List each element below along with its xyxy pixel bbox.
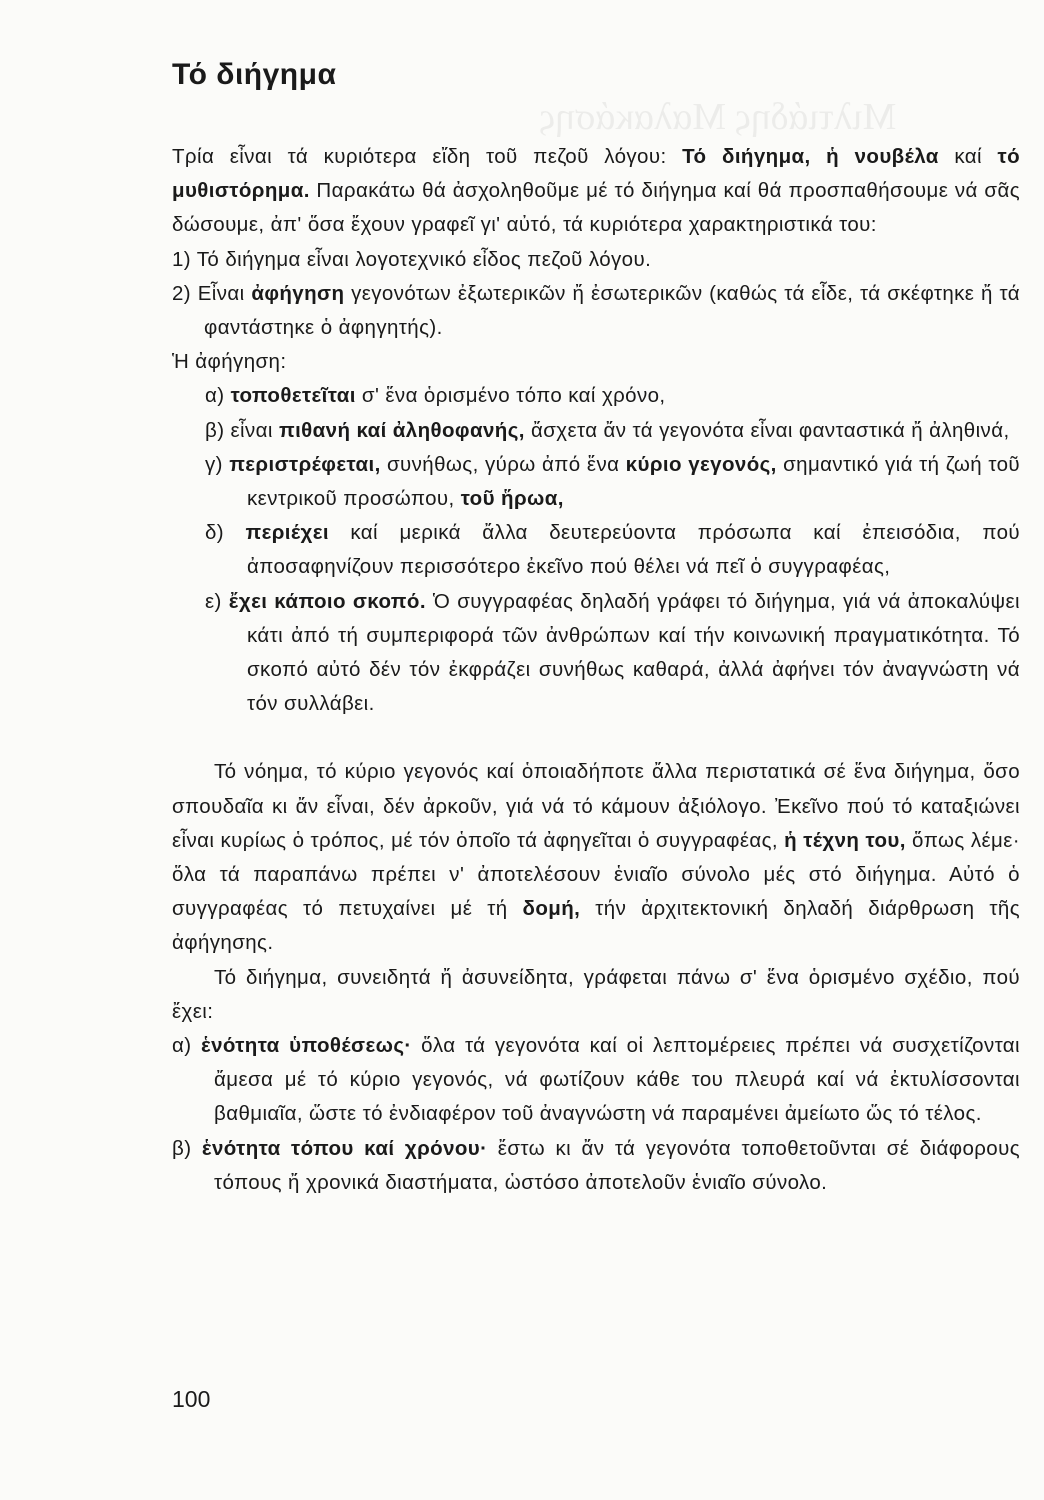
narration-item-c: γ) περιστρέφεται, συνήθως, γύρω ἀπό ἕνα κύριο γεγονός, σημαντικό γιά τή ζωή τοῦ κεντρικοῦ προσώπου, τοῦ ἥρωα, (205, 452, 1020, 511)
narration-item-e: ε) ἔχει κάποιο σκοπό. Ὁ συγγραφέας δηλαδή γράφει τό διήγημα, γιά νά ἀποκαλύψει κάτι ἀπό τή συμπεριφορά τῶν ἀνθρώπων καί τήν κοινωνική πραγματικότητα. Τό σκοπό αὐτό δέν τόν ἐκφράζει συνήθως καθαρά, ἀλλά ἀφήνει τόν ἀναγνώστη νά τόν συλλάβει. (205, 589, 1020, 716)
plan-paragraph: Τό διήγημα, συνειδητά ἤ ἀσυνείδητα, γράφεται πάνω σ' ἕνα ὁρισμένο σχέδιο, πού ἔχει: (172, 965, 1020, 1023)
point-1: 1) Τό διήγημα εἶναι λογοτεχνικό εἶδος πεζοῦ λόγου. (172, 247, 652, 271)
page-title: Τό διήγημα (172, 58, 337, 91)
unity-item-b: β) ἑνότητα τόπου καί χρόνου· ἔστω κι ἄν τά γεγονότα τοποθετοῦνται σέ διάφορους τόπους ἤ χρονικά διαστήματα, ὡστόσο ἀποτελοῦν ἑνιαῖο σύνολο. (172, 1136, 1020, 1194)
intro-paragraph: Τρία εἶναι τά κυριότερα εἴδη τοῦ πεζοῦ λόγου: Τό διήγημα, ἡ νουβέλα καί τό μυθιστόρημα. Παρακάτω θά ἀσχοληθοῦμε μέ τό διήγημα καί θά προσπαθήσουμε νά σᾶς δώσουμε, ἀπ' ὅσα ἔχουν γραφεῖ γι' αὐτό, τά κυριότερα χαρακτηριστικά του: (172, 145, 1020, 237)
meaning-paragraph: Τό νόημα, τό κύριο γεγονός καί ὁποιαδήποτε ἄλλα περιστατικά σέ ἕνα διήγημα, ὅσο σπουδαῖα κι ἄν εἶναι, δέν ἀρκοῦν, γιά νά τό κάμουν ἀξιόλογο. Ἐκεῖνο πού τό καταξιώνει εἶναι κυρίως ὁ τρόπος, μέ τόν ὁποῖο τά ἀφηγεῖται ὁ συγγραφέας, ἡ τέχνη του, ὅπως λέμε· ὅλα τά παραπάνω πρέπει ν' ἀποτελέσουν ἑνιαῖο σύνολο μές στό διήγημα. Αὐτό ὁ συγγραφέας τό πετυχαίνει μέ τή δομή, τήν ἀρχιτεκτονική δηλαδή διάρθρωση τῆς ἀφήγησης. (172, 760, 1020, 955)
narration-item-d: δ) περιέχει καί μερικά ἄλλα δευτερεύοντα πρόσωπα καί ἐπεισόδια, πού ἀποσαφηνίζουν περισσότερο ἐκεῖνο πού θέλει νά πεῖ ὁ συγγραφέας, (205, 521, 1020, 579)
page-number: 100 (172, 1386, 211, 1412)
narration-label: Ἡ ἀφήγηση: (172, 350, 287, 374)
body-text (172, 140, 1020, 1200)
point-2: 2) Εἶναι ἀφήγηση γεγονότων ἐξωτερικῶν ἤ ἐσωτερικῶν (καθώς τά εἶδε, τά σκέφτηκε ἤ τά φαντάστηκε ὁ ἀφηγητής). (172, 281, 1020, 340)
show-through-text: Μιλτιάδης Μαλακάσης (540, 96, 897, 138)
narration-item-b: β) εἶναι πιθανή καί ἀληθοφανής, ἄσχετα ἄν τά γεγονότα εἶναι φανταστικά ἤ ἀληθινά, (205, 418, 1010, 442)
narration-item-a: α) τοποθετεῖται σ' ἕνα ὁρισμένο τόπο καί χρόνο, (205, 384, 666, 408)
unity-item-a: α) ἑνότητα ὑποθέσεως· ὅλα τά γεγονότα καί οἱ λεπτομέρειες πρέπει νά συσχετίζονται ἄμεσα μέ τό κύριο γεγονός, νά φωτίζουν κάθε του πλευρά καί νά ἐκτυλίσσονται βαθμιαῖα, ὥστε τό ἐνδιαφέρον τοῦ ἀναγνώστη νά παραμένει ἀμείωτο ὥς τό τέλος. (172, 1034, 1021, 1126)
